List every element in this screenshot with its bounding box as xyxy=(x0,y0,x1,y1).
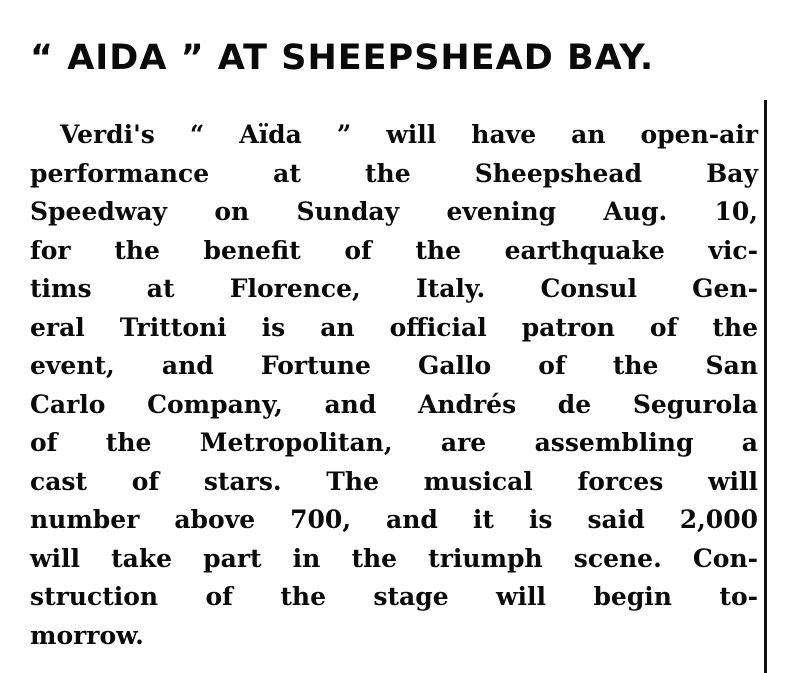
article-line: Carlo Company, and Andrés de Segurola xyxy=(30,389,758,419)
article-body xyxy=(30,116,758,655)
article-line: for the benefit of the earthquake vic- xyxy=(30,235,758,265)
article-line: struction of the stage will begin to- xyxy=(30,582,758,611)
article-line: tims at Florence, Italy. Consul Gen- xyxy=(30,274,758,303)
article-line: morrow. xyxy=(30,620,144,650)
article-line: event, and Fortune Gallo of the San xyxy=(30,351,758,380)
article-line: number above 700, and it is said 2,000 xyxy=(30,505,758,534)
article-line: Speedway on Sunday evening Aug. 10, xyxy=(30,197,758,226)
article-line: will take part in the triumph scene. Con- xyxy=(30,543,758,573)
headline: “ AIDA ” AT SHEEPSHEAD BAY. xyxy=(30,38,655,78)
article-line: performance at the Sheepshead Bay xyxy=(30,158,758,188)
article-line: Verdi's “ Aïda ” will have an open-air xyxy=(60,120,758,149)
article-line: eral Trittoni is an official patron of the xyxy=(30,312,758,342)
article-line: of the Metropolitan, are assembling a xyxy=(30,428,758,457)
column-rule xyxy=(764,100,767,673)
article-line: cast of stars. The musical forces will xyxy=(30,466,758,496)
